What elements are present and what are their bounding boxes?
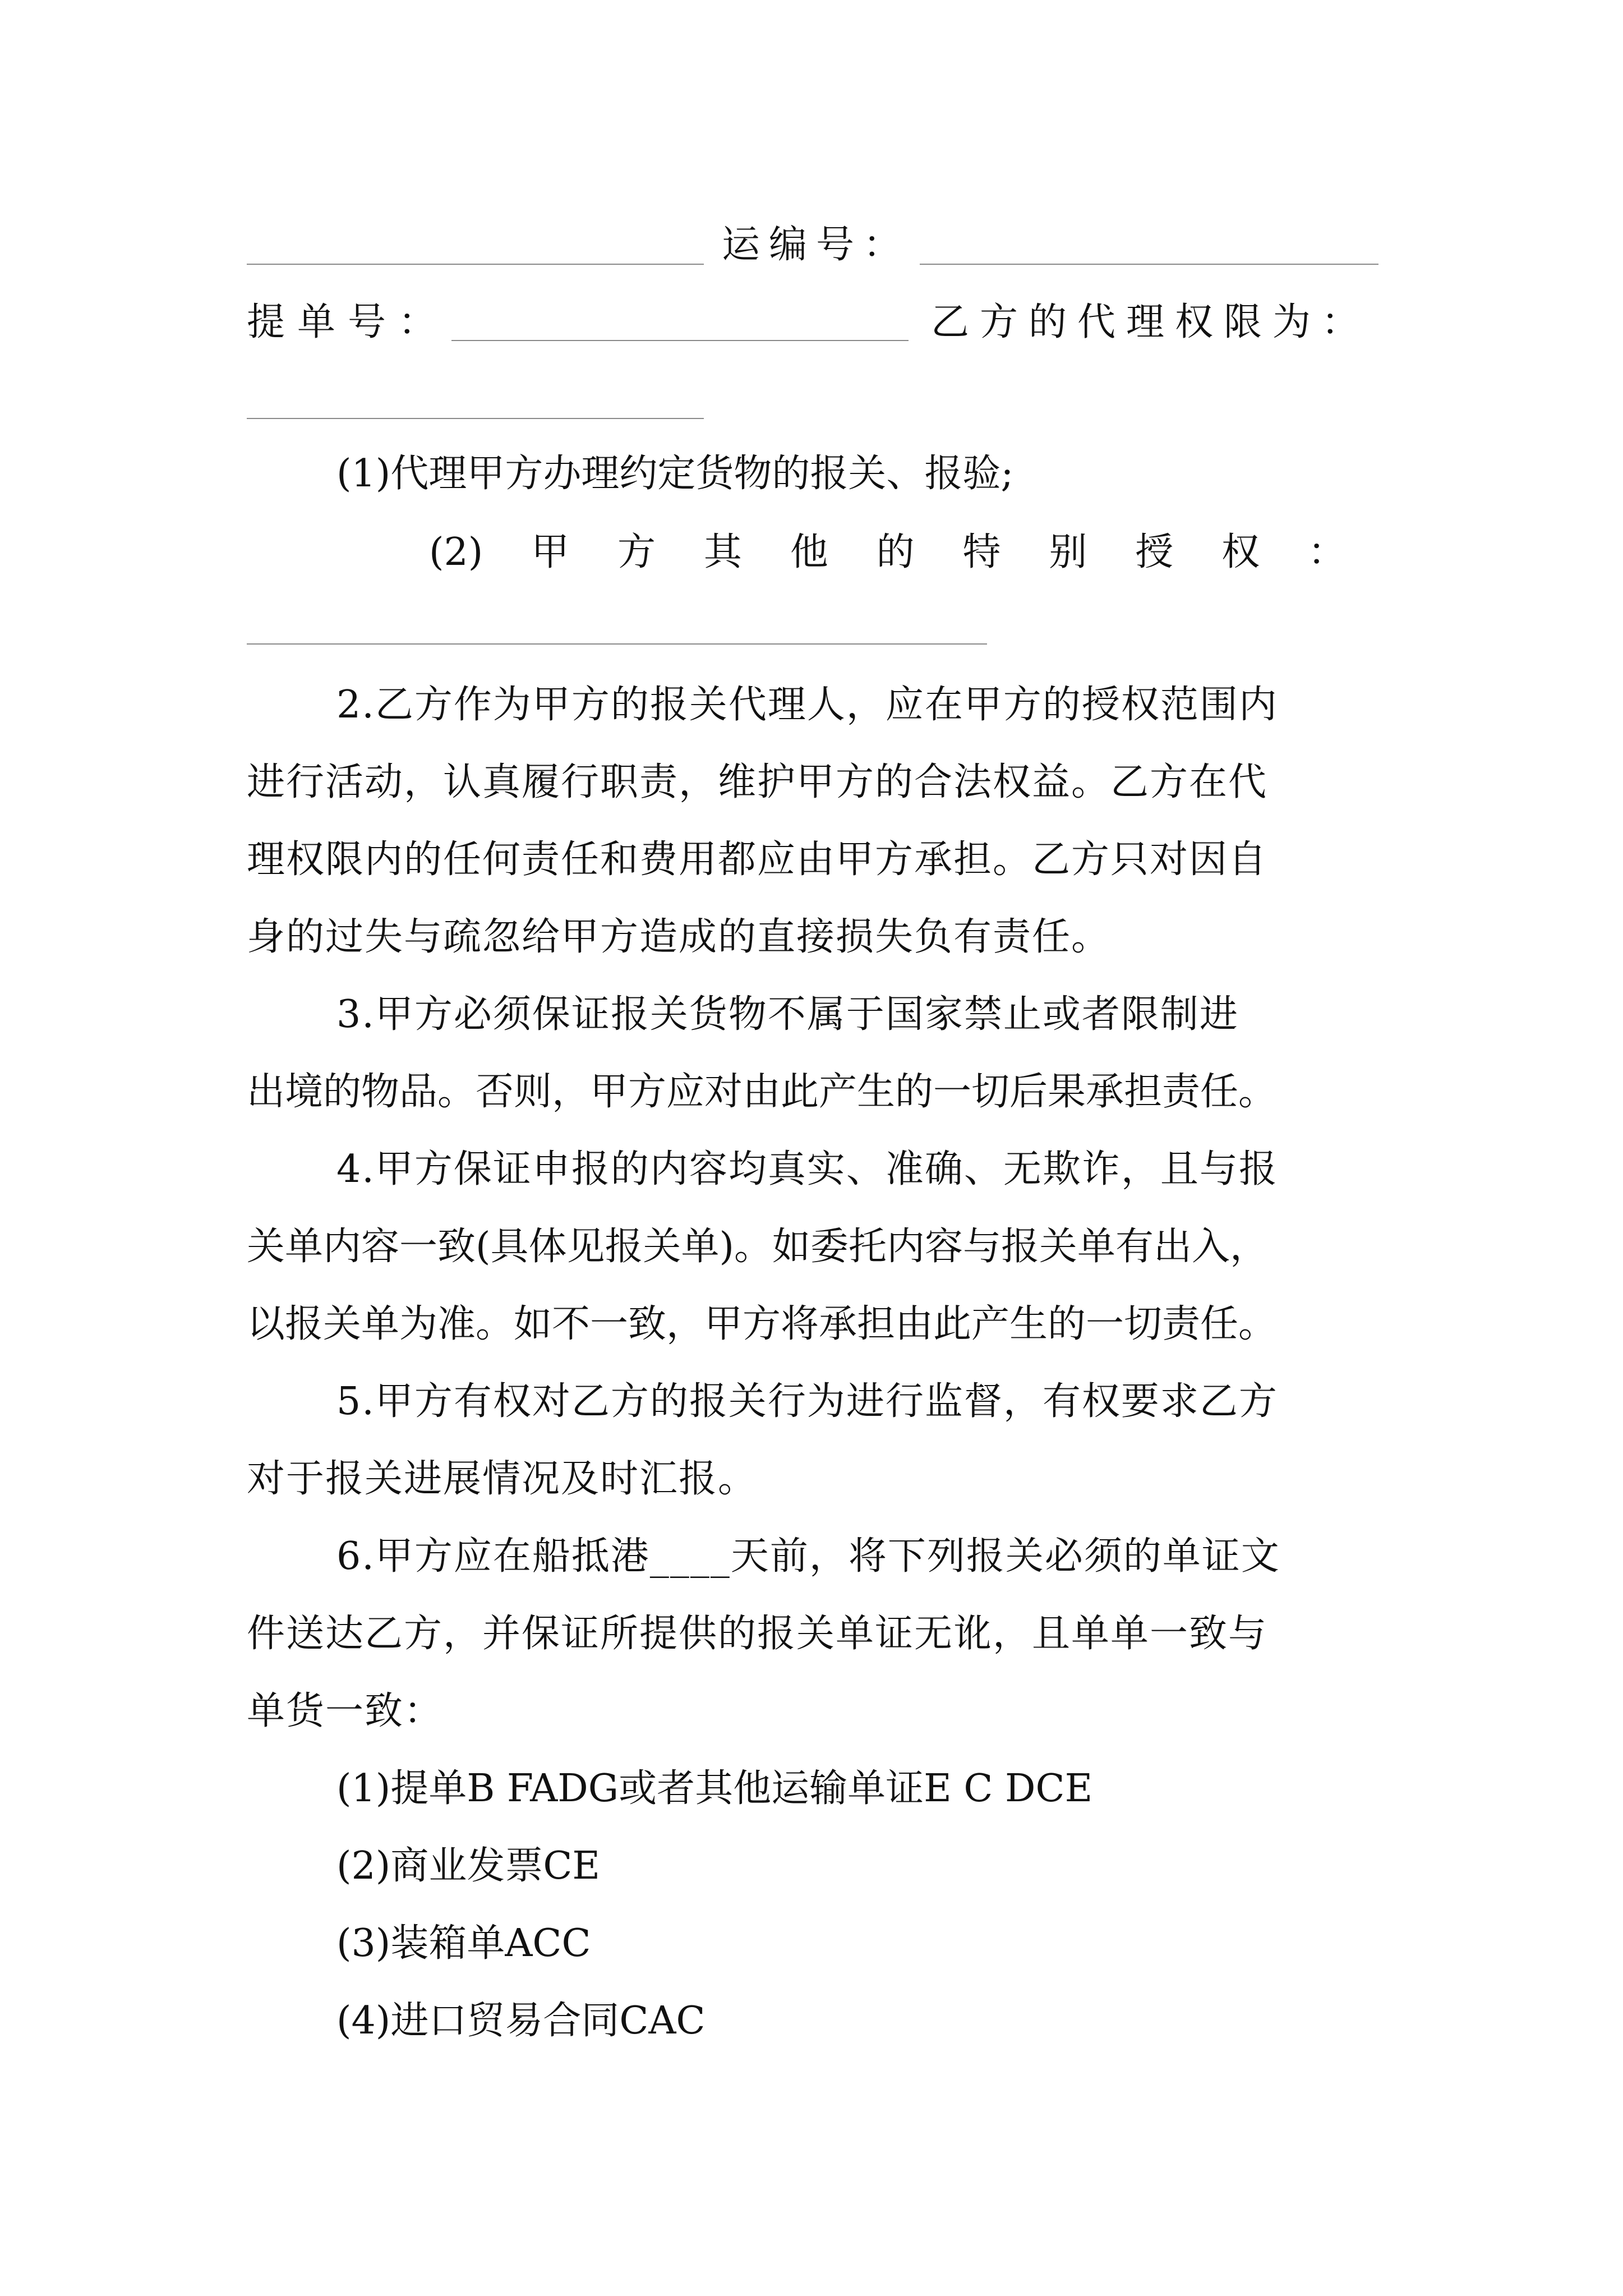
clause-6-line-1: 6.甲方应在船抵港____天前，将下列报关必须的单证文 <box>336 1534 1280 1579</box>
blank-line-prefix <box>247 264 704 265</box>
authority-item-1: (1)代理甲方办理约定货物的报关、报验; <box>336 452 1014 496</box>
scope-blank-line[interactable] <box>247 418 704 419</box>
authority-item-2-char: 甲 <box>531 530 570 574</box>
waybill-blank-line[interactable] <box>920 264 1378 265</box>
clause-5-line-2: 对于报关进展情况及时汇报。 <box>247 1457 758 1501</box>
clause-3-line-2: 出境的物品。否则，甲方应对由此产生的一切后果承担责任。 <box>247 1070 1277 1114</box>
clause-3-line-1: 3.甲方必须保证报关货物不属于国家禁止或者限制进 <box>336 992 1239 1037</box>
document-item-1: (1)提单B FADG或者其他运输单证E C DCE <box>336 1766 1093 1811</box>
document-item-4: (4)进口贸易合同CAC <box>336 1999 706 2043</box>
scope-label: 乙方的代理权限为： <box>931 300 1371 344</box>
document-item-3: (3)装箱单ACC <box>336 1921 591 1966</box>
waybill-label: 运编号： <box>722 223 911 267</box>
special-authority-blank-line[interactable] <box>247 643 987 645</box>
clause-4-line-1: 4.甲方保证申报的内容均真实、准确、无欺诈，且与报 <box>336 1147 1278 1191</box>
clause-6-line-2: 件送达乙方，并保证所提供的报关单证无讹，且单单一致与 <box>247 1612 1268 1656</box>
bill-label: 提单号： <box>247 300 449 344</box>
clause-4-line-2: 关单内容一致(具体见报关单)。如委托内容与报关单有出入， <box>247 1225 1269 1269</box>
authority-item-2-char: 其 <box>703 530 742 574</box>
authority-item-2-char: 别 <box>1049 530 1087 574</box>
authority-item-2-char: 方 <box>617 530 656 574</box>
authority-item-2-char: 的 <box>876 530 915 574</box>
clause-2-line-2: 进行活动，认真履行职责，维护甲方的合法权益。乙方在代 <box>247 760 1268 804</box>
authority-item-2 <box>429 527 1346 578</box>
clause-4-line-3: 以报关单为准。如不一致，甲方将承担由此产生的一切责任。 <box>247 1302 1277 1346</box>
authority-item-2-char: (2) <box>429 530 483 574</box>
authority-item-2-char: 授 <box>1135 530 1174 574</box>
clause-2-line-4: 身的过失与疏忽给甲方造成的直接损失负有责任。 <box>247 915 1111 959</box>
clause-6-line-3: 单货一致： <box>247 1689 444 1733</box>
authority-item-2-char: 权 <box>1221 530 1260 574</box>
authority-item-2-char: ： <box>1307 530 1346 574</box>
clause-2-line-1: 2.乙方作为甲方的报关代理人，应在甲方的授权范围内 <box>336 683 1278 727</box>
authority-item-2-char: 他 <box>790 530 828 574</box>
bill-blank-line[interactable] <box>451 340 909 341</box>
clause-2-line-3: 理权限内的任何责任和费用都应由甲方承担。乙方只对因自 <box>247 838 1268 882</box>
authority-item-2-char: 特 <box>962 530 1001 574</box>
document-item-2: (2)商业发票CE <box>336 1844 600 1888</box>
clause-5-line-1: 5.甲方有权对乙方的报关行为进行监督，有权要求乙方 <box>336 1379 1278 1424</box>
